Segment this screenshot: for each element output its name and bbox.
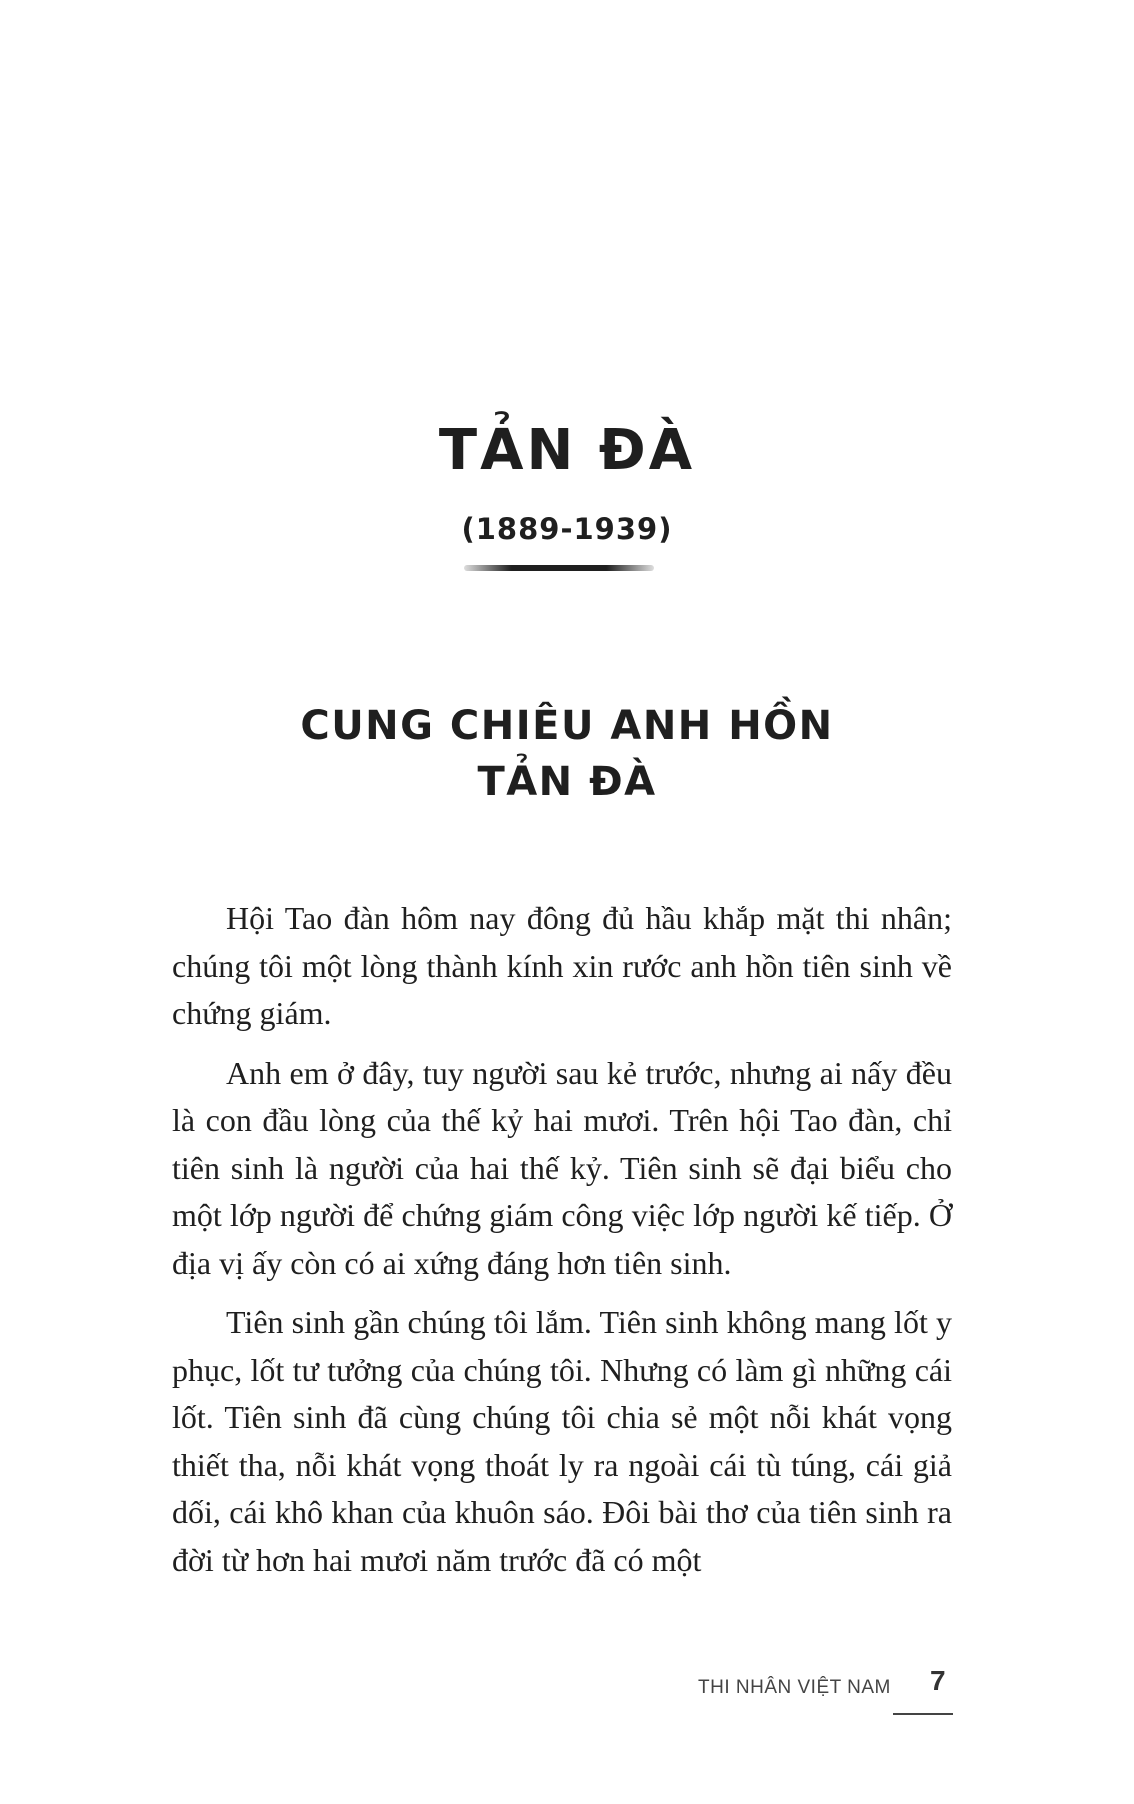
section-title-line-2: TẢN ĐÀ	[477, 759, 657, 805]
author-years: (1889-1939)	[461, 512, 673, 546]
page-number: 7	[930, 1665, 946, 1696]
section-title	[0, 698, 1134, 810]
paragraph-3: Tiên sinh gần chúng tôi lắm. Tiên sinh không mang lốt y phục, lốt tư tưởng của chúng tôi. Nhưng có làm gì những cái lốt. Tiên sinh đã cùng chúng tôi chia sẻ một nỗi khát vọng thiết tha, nỗi khát vọng thoát ly ra ngoài cái tù túng, cái giả dối, cái khô khan của khuôn sáo. Đôi bài thơ của tiên sinh ra đời từ hơn hai mươi năm trước đã có một	[172, 1304, 952, 1578]
body-text	[172, 895, 952, 1596]
title-divider	[464, 565, 654, 571]
paragraph-1: Hội Tao đàn hôm nay đông đủ hầu khắp mặt thi nhân; chúng tôi một lòng thành kính xin rước anh hồn tiên sinh về chứng giám.	[172, 900, 952, 1031]
paragraph-2: Anh em ở đây, tuy người sau kẻ trước, nhưng ai nấy đều là con đầu lòng của thế kỷ hai mươi. Trên hội Tao đàn, chỉ tiên sinh là người của hai thế kỷ. Tiên sinh sẽ đại biểu cho một lớp người để chứng giám công việc lớp người kế tiếp. Ở địa vị ấy còn có ai xứng đáng hơn tiên sinh.	[172, 1054, 952, 1281]
footer-divider	[893, 1713, 953, 1715]
section-title-line-1: CUNG CHIÊU ANH HỒN	[300, 703, 834, 749]
running-footer-title: THI NHÂN VIỆT NAM	[698, 1677, 891, 1698]
author-name: TẢN ĐÀ	[438, 418, 696, 483]
